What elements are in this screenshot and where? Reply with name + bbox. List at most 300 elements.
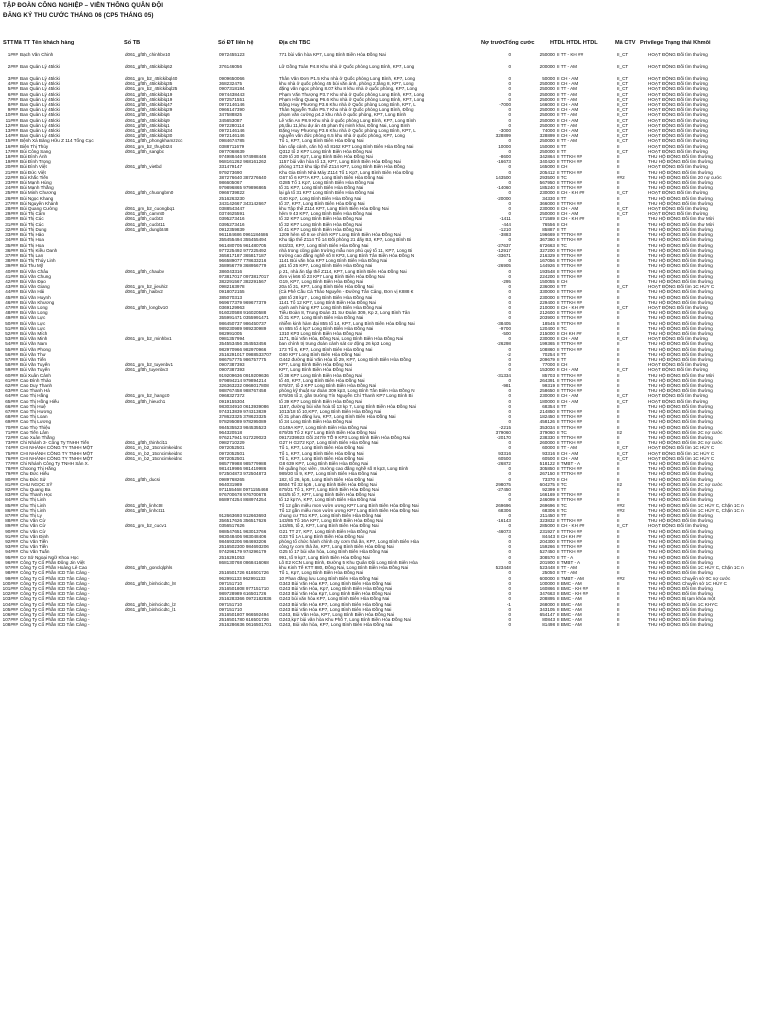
cell-addr: G19, KP7, Long Bình Biên Hòa Đồng Nai [279, 278, 364, 284]
cell-debt: 0 [508, 544, 511, 550]
cell-phone: 964320518 [219, 429, 242, 435]
cell-debt: 0 [508, 299, 511, 305]
cell-phone: 962991133 962991133 [219, 575, 266, 581]
cell-fee: 74000 [542, 128, 555, 134]
cell-name: Bùi Văn Tuyến [20, 362, 50, 368]
cell-debt: -46073 [496, 528, 511, 534]
cell-phone: 0912359839 [219, 226, 245, 232]
cell-debt: 0 [508, 591, 511, 597]
cell-priv: THU HỘ ĐỘNG Đối tìm thường [648, 554, 713, 560]
cell-htdl: II CH - AM [557, 81, 579, 87]
cell-htdl: II CH - AM [557, 107, 579, 113]
cell-fee: 108860 [539, 346, 555, 352]
cell-stt: 88### [5, 518, 18, 524]
cell-fee: 80843 [542, 617, 555, 623]
cell-name: CHI NHÁNH CÔNG TY TNHH MỘT [20, 455, 93, 461]
cell-stt: 50### [5, 320, 18, 326]
cell-mau: II2 [617, 429, 623, 435]
cell-debt: 0 [508, 606, 511, 612]
col-debt: Nợ trước [481, 40, 506, 46]
cell-fee: 25050 [542, 570, 555, 576]
cell-id: d061_gftth_45lckiblq1 [125, 122, 170, 128]
cell-debt: 0 [508, 107, 511, 113]
cell-debt: 0 [508, 346, 511, 352]
cell-mau: II_CT [617, 211, 629, 217]
cell-htdl: II TTTKH ## [557, 341, 582, 347]
cell-phone: 097151710 [219, 606, 242, 612]
cell-debt: 0 [508, 273, 511, 279]
cell-htdl: II CH - AM [557, 102, 579, 108]
cell-priv: HOẠT ĐỘNG Đối tìm thường [648, 206, 708, 212]
cell-stt: 94### [5, 549, 18, 555]
cell-stt: 75### [5, 450, 18, 456]
cell-mau: II_CT [617, 86, 629, 92]
cell-priv: THU HỘ ĐỘNG Đối tìm thường [648, 539, 713, 545]
cell-priv: HOẠT ĐỘNG Đối tìm thường [648, 91, 708, 97]
cell-debt: 379060 [495, 429, 511, 435]
cell-priv: HOẠT ĐỘNG Đối tìm thường [648, 336, 708, 342]
cell-htdl: II CH - AM [557, 450, 579, 456]
cell-fee: 258650 [539, 388, 555, 394]
cell-phone: 365817187 365817187 [219, 252, 267, 258]
cell-fee: 250000 [539, 148, 555, 154]
cell-priv: HOẠT ĐỘNG Đối tìm 1C HỦY C [648, 284, 715, 290]
cell-htdl: II TTTKH ## [557, 435, 582, 441]
cell-priv: THU HỘ ĐỘNG Đối tìm thường [648, 169, 713, 175]
cell-htdl: II CH [557, 362, 568, 368]
cell-debt: -33671 [496, 252, 511, 258]
cell-debt: 0 [508, 575, 511, 581]
cell-debt: 0 [508, 409, 511, 414]
cell-mau: II [617, 247, 620, 253]
cell-htdl: II CH - AM [557, 455, 579, 461]
cell-stt: 98### [5, 570, 18, 576]
cell-mau: II [617, 258, 620, 264]
cell-htdl: II CH - AM [557, 336, 579, 342]
cell-addr: G60 KP7 Long Bình Biên Hòa Đồng Nai [279, 351, 361, 357]
cell-stt: 22### [5, 174, 18, 180]
cell-mau: II [617, 169, 620, 175]
cell-fee: 216329 [539, 252, 555, 258]
cell-stt: 1### [7, 52, 18, 57]
cell-priv: THU HỘ ĐỘNG Đối tìm thường [648, 466, 713, 472]
cell-priv: HOẠT ĐỘNG Đối tìm thường [648, 122, 708, 128]
cell-stt: 59### [5, 367, 18, 373]
cell-debt: 0 [508, 148, 511, 154]
cell-htdl: II TT - AM [557, 122, 577, 128]
cell-debt: 0 [508, 559, 511, 565]
cell-addr: Phạm Văn Thượng P3.7 Khu nhà ở Quốc phòng Long Bình, KP7, Long [279, 91, 425, 97]
cell-mau: II [617, 435, 620, 441]
cell-stt: 35### [5, 242, 18, 248]
cell-stt: 90### [5, 528, 18, 534]
cell-phone: 961184686 0961184686 [219, 232, 269, 238]
cell-htdl: II TTTKH ## [557, 310, 582, 316]
table-row [0, 64, 768, 76]
cell-debt: 0 [508, 617, 511, 623]
cell-priv: HOẠT ĐỘNG Đối tìm thường [648, 138, 708, 144]
cell-phone: 986450737 986450737 [219, 320, 267, 326]
cell-stt: 89### [5, 523, 18, 529]
cell-phone: 971155468 0971155468 [219, 487, 269, 493]
cell-phone: 0907387393 [219, 367, 245, 373]
cell-phone: 0369129963 [219, 304, 245, 310]
cell-debt: 523448 [495, 565, 511, 571]
cell-name: Công Ty Cổ Phần ICD Tân Cảng - [20, 570, 90, 576]
cell-htdl: II BMC - AM [557, 622, 582, 628]
cell-priv: THU HỘ ĐỘNG Đối tìm thư Mời [648, 216, 714, 222]
cell-htdl: II BMC - AM [557, 601, 582, 607]
cell-fee: 323832 [539, 518, 555, 524]
cell-priv: HOẠT ĐỘNG Đối tìm thường [648, 304, 708, 310]
cell-htdl: II TTTKH ## [557, 528, 582, 534]
cell-stt: 58### [5, 362, 18, 368]
cell-name: Bạch Văn Chinh [20, 52, 54, 57]
cell-mau: II [617, 200, 620, 206]
cell-htdl: II CH KH ## [557, 533, 582, 539]
cell-addr: 1141 Tổ 12 KP7, Long Bình Biên Hòa Đồng Nai [279, 299, 376, 305]
cell-htdl: II TTTKH ## [557, 544, 582, 550]
cell-debt: 0 [508, 164, 511, 170]
cell-id [125, 622, 219, 627]
cell-name: Bùi Thị Hảo [20, 232, 44, 238]
cell-debt: -7000 [499, 102, 511, 108]
cell-addr: G8 639 KP7, Long Bình Biên Hòa Đồng Nai [279, 461, 369, 467]
cell-priv: THU HỘ ĐỘNG Đối tìm thường [648, 388, 713, 394]
cell-priv: THU HỘ ĐỘNG Chuyển sở 0C nợ cước [648, 575, 731, 581]
cell-id: d061_gftth_phongkhamzzcc [125, 138, 183, 144]
cell-htdl: II TTTKH ## [557, 424, 582, 430]
cell-name: Cao Thị Lương [20, 419, 52, 425]
cell-name: Bùi Văn Thư [20, 351, 46, 357]
cell-id: d061_gftth_45lckiblq19 [125, 96, 173, 102]
cell-fee: 230000 [539, 393, 555, 399]
cell-phone: 355455494 355455494 [219, 237, 267, 243]
cell-htdl: II TTTKH ## [557, 372, 582, 378]
cell-debt: 0 [508, 419, 511, 425]
cell-priv: THU HỘ ĐỘNG Đối tìm thường [648, 346, 713, 352]
cell-stt: 28### [5, 206, 18, 212]
cell-phone: 331479147 [219, 164, 242, 170]
cell-addr: G25 tổ 17 bùi văn hòa, Long Bình Biên Hòa Đồng Nai [279, 549, 389, 555]
cell-stt: 71### [5, 429, 18, 435]
cell-id: d061_gftth_45lckiblq6 [125, 112, 170, 118]
cell-stt: 92### [5, 539, 18, 545]
cell-mau: II [617, 180, 620, 186]
cell-addr: 20a tổ 31, KP7, Long Bình Biên Hòa Đồng Nai [279, 284, 374, 290]
cell-addr: công ty cơm thả ăn, KP7, Long Bình Biên Hòa Đồng Nai [279, 544, 394, 550]
cell-addr: nhà trong cũng giản trường mẫu non phú quý tổ 11, KP7, Long Bi [279, 247, 413, 253]
cell-id: d061_gm_b2_hangc0 [125, 393, 170, 399]
cell-phone: 964031989 [219, 481, 242, 487]
cell-fee: 236000 [539, 284, 555, 290]
cell-priv: HOẠT ĐỘNG Đối tìm thường [648, 128, 708, 134]
cell-mau: II_CT [617, 190, 629, 196]
cell-htdl: II TTTKH ## [557, 268, 582, 274]
cell-phone: 345653087 [219, 117, 242, 123]
cell-addr: G442 đường Bùi Văn Hòa tổ 29, KP7, Long Bình Biên Hòa Đồng [279, 356, 411, 362]
cell-fee: 367360 [539, 237, 555, 243]
cell-mau: II_CT [617, 52, 629, 57]
cell-priv: THU HỘ ĐỘNG Đối tìm 2C nợ cước [648, 429, 723, 435]
cell-htdl: II TT [557, 356, 567, 362]
cell-id: d061_gm_b2_jieuhi2 [125, 284, 168, 290]
cell-name: Bùi Đình Việt [20, 164, 47, 170]
cell-fee: 672663 [539, 242, 555, 248]
cell-fee: 185240 [539, 185, 555, 191]
cell-phone: 0972280114 [219, 122, 245, 128]
cell-stt: 4### [7, 81, 18, 87]
cell-mau: II [617, 518, 620, 524]
cell-debt: 0 [508, 289, 511, 295]
cell-debt: -26298 [496, 341, 511, 347]
cell-stt: 77### [5, 461, 18, 467]
cell-debt: -3883 [499, 232, 511, 238]
cell-phone: 0981357994 [219, 336, 245, 342]
column-header-row [0, 40, 768, 49]
cell-priv: HOẠT ĐỘNG Đối tìm thường [648, 112, 708, 118]
cell-priv: THU HỘ ĐỘNG Đối tìm thường [648, 247, 713, 253]
cell-name: Bùi Thị Thúy Linh [20, 258, 56, 264]
cell-mau: II [617, 466, 620, 472]
cell-stt: 91### [5, 533, 18, 539]
cell-fee: 268000 [539, 601, 555, 607]
cell-mau: II [617, 487, 620, 493]
cell-name: Chu Thị Linh [20, 497, 46, 503]
cell-fee: 209679 [539, 356, 555, 362]
cell-mau: II [617, 185, 620, 191]
cell-name: Cao Thọ Thiệu [20, 424, 51, 430]
cell-mau: II_CT [617, 133, 629, 139]
cell-addr: G27 H G272 Kp7, Long Bình Biên Hòa Đồng Nai [279, 440, 379, 446]
cell-stt: 104### [2, 601, 18, 607]
cell-priv: HOẠT ĐỘNG Đối tìm thường [648, 143, 708, 149]
cell-htdl: II CH - AM [557, 76, 579, 81]
cell-debt: -27637 [496, 242, 511, 248]
cell-addr: 1310 KP3 Long Bình Biên Hòa Đồng Nai [279, 330, 363, 336]
cell-stt: 16### [5, 143, 18, 149]
cell-debt: 0 [508, 112, 511, 118]
cell-name: Công Ty Cổ Phần ICD Tân Cảng - [20, 611, 90, 617]
cell-addr: 0917239923 Gồi 247/9 TỔ 9 KP3 Long Bình Biên Hòa Đồng Nai [279, 435, 410, 441]
cell-mau: II [617, 554, 620, 560]
cell-htdl: II TTTKH ## [557, 159, 582, 165]
cell-id: d061_gftth_gonclqlphls [125, 565, 173, 571]
cell-htdl: II TTTKH ## [557, 346, 582, 352]
cell-stt: 87### [5, 513, 18, 519]
cell-addr: lại gà tổ 31 KP7 Long Bình Biên Hòa Đồng Nai [279, 190, 375, 196]
cell-priv: THU HỘ ĐỘNG Đối tìm thường [648, 409, 713, 414]
cell-name: Cao Thị Hồng Hiếu [20, 398, 59, 404]
cell-stt: 66### [5, 403, 18, 409]
cell-htdl: II CH - AM [557, 367, 579, 373]
report-title: ĐĂNG KÝ THU CƯỚC THÁNG 06 (CP5 THÁNG 05) [3, 12, 154, 19]
cell-name: Bùi Khắc Tiến [20, 174, 49, 180]
table-row [0, 622, 768, 627]
cell-phone: 974988446 974988446 [219, 154, 267, 160]
cell-phone: 386043316 [219, 268, 242, 274]
cell-mau: II_CT [617, 122, 629, 128]
cell-stt: 34### [5, 237, 18, 243]
cell-stt: 68### [5, 414, 18, 420]
cell-addr: ban chính trị trung đoàn cảnh sát cơ động 26 kp3 Long [279, 341, 391, 347]
cell-stt: 19### [5, 159, 18, 165]
cell-debt: -981 [501, 382, 511, 388]
cell-fee: 229400 [539, 299, 555, 305]
cell-addr: 679/35 Tổ 2 Kp7 Long Bình Biên Hòa Đồng Nai [279, 429, 376, 435]
cell-debt: 0 [508, 445, 511, 451]
cell-stt: 102### [2, 591, 18, 597]
cell-phone: 0972052501 [219, 455, 245, 461]
cell-name: Bệnh Xá Bảng Hữu Z 114 Tổng Cục [20, 138, 94, 144]
cell-phone: 2516501808 977151710 [219, 585, 269, 591]
cell-mau: II [617, 533, 620, 539]
cell-htdl: II TT - AM [557, 64, 577, 69]
cell-fee: 99319 [542, 382, 555, 388]
cell-fee: 85887 [542, 226, 555, 232]
cell-priv: THU HỘ ĐỘNG Đối tìm thường [648, 528, 713, 534]
cell-phone: 976217941 917229023 [219, 435, 267, 441]
cell-stt: 82### [5, 487, 18, 493]
cell-stt: 84### [5, 497, 18, 503]
cell-fee: 73370 [542, 476, 555, 482]
cell-htdl: II CH - KH ## [557, 216, 585, 222]
cell-addr: p 21, nhà ăn tập thể Z114, KP7, Long Bình Biên Hòa Đồng Nai [279, 268, 407, 274]
cell-priv: HOẠT ĐỘNG Đối tìm thường [648, 102, 708, 108]
cell-mau: II [617, 372, 620, 378]
cell-debt: 0 [508, 596, 511, 602]
cell-htdl: II CH - AM [557, 128, 579, 134]
cell-name: Công Ty Cổ Phần ICD Tân Cảng - [20, 580, 90, 586]
cell-htdl: II TTTKH ## [557, 258, 582, 264]
cell-stt: 56### [5, 351, 18, 357]
cell-name: Bùi Văn Châu [20, 268, 49, 274]
cell-mau: II_CT [617, 81, 629, 87]
cell-mau: II [617, 346, 620, 352]
cell-htdl: II TTTKH ## [557, 419, 582, 425]
cell-addr: 991, tổ 9 kp7, Long Bình Biên Hòa Đồng Nai [279, 554, 370, 560]
cell-stt: 8### [7, 102, 18, 108]
cell-htdl: II TT - AM [557, 445, 577, 451]
cell-debt: 0 [508, 539, 511, 545]
cell-priv: HOẠT ĐỘNG Đối tìm thường [648, 362, 708, 368]
cell-priv: THU HỘ ĐỘNG Đối tìm thường [648, 356, 713, 362]
cell-fee: 293500 [539, 174, 555, 180]
cell-addr: 143/85 Tổ 16A KP7, Long Bình Biên Hòa Đồng Nai [279, 518, 383, 524]
cell-addr: hẻ quầng học viên , trường cao đẳng nghề số 8 kp3, Long Bình [279, 466, 409, 472]
cell-htdl: II BMC - AM [557, 580, 582, 586]
cell-htdl: II CH [557, 476, 568, 482]
cell-mau: II [617, 424, 620, 430]
cell-phone: 382291567 382291567 [219, 278, 267, 284]
cell-priv: THU HỘ ĐỘNG Đối tìm 1C HỦY C, Chặn 1C n [648, 502, 744, 508]
cell-mau: II [617, 154, 620, 160]
cell-stt: 106### [2, 611, 18, 617]
cell-mau: II_CT [617, 398, 629, 404]
cell-htdl: II TTTKH ## [557, 185, 582, 191]
cell-id: d061_gm_b2_tuyenbv1 [125, 362, 174, 368]
cell-addr: 1209 hẻm số 8 xe chính KP7 Long Bình Biên Hòa Đồng Nai [279, 232, 401, 238]
cell-stt: 42### [5, 278, 18, 284]
cell-htdl: II TTTKH ## [557, 492, 582, 498]
cell-debt: 0 [508, 398, 511, 404]
cell-addr: Tổ 12 gần miếu mon vườn ương KP7 Long Bình Biên Hòa Đồng Nai [279, 502, 419, 508]
cell-priv: HOẠT ĐỘNG Đối tìm thường [648, 96, 708, 102]
cell-name: Bùi Thị Cúc [20, 221, 44, 227]
cell-htdl: II TTTKH ## [557, 466, 582, 472]
cell-name: Bùi Văn Tuyến [20, 367, 50, 373]
cell-fee: 60000 [542, 445, 555, 451]
cell-fee: 654147 [539, 611, 555, 617]
cell-phone: 0918072155 [219, 289, 245, 295]
cell-mau: II_CT [617, 284, 629, 290]
cell-phone: 0972052501 [219, 445, 245, 451]
cell-fee: 100000 [539, 580, 555, 586]
cell-debt: 93316 [498, 450, 511, 456]
cell-addr: bàn cấp cảnh, căn hộ số 8162 KP7 Long Bình Biên Hòa Đồng Nai [279, 143, 414, 149]
cell-fee: 260000 [539, 440, 555, 446]
cell-name: Cao Tiến Lâm [20, 429, 49, 435]
cell-phone: 347588825 [219, 112, 242, 118]
cell-name: Công Ty Cổ Phần ICD Tân Cảng - [20, 596, 90, 602]
cell-stt: 55### [5, 346, 18, 352]
cell-fee: 150000 [539, 143, 555, 149]
cell-htdl: II TTTKH ## [557, 232, 582, 238]
cell-priv: THU HỘ ĐỘNG Bị tạm khóa một [648, 596, 716, 602]
cell-htdl: II CH - AM [557, 211, 579, 217]
cell-mau: II [617, 476, 620, 482]
cell-phone: 0966147390 [219, 107, 245, 113]
cell-phone: 986605067 [219, 180, 242, 186]
cell-mau: II_CT [617, 367, 629, 373]
cell-phone: 376146056 [219, 64, 242, 69]
cell-htdl: II TTTKH ## [557, 273, 582, 279]
cell-stt: 44### [5, 289, 18, 295]
cell-stt: 51### [5, 325, 18, 331]
cell-htdl: II TT - AM [557, 91, 577, 97]
cell-fee: 166000 [539, 102, 555, 108]
subscriber-table [0, 52, 768, 628]
cell-stt: 60### [5, 372, 18, 378]
cell-name: Ban Quản Lý 45lcki [20, 64, 60, 69]
cell-stt: 37### [5, 252, 18, 258]
cell-fee: 204300 [539, 539, 555, 545]
cell-name: Bùi Văn Khương [20, 299, 55, 305]
cell-mau: II2 [617, 481, 623, 487]
cell-debt: -26905 [496, 263, 511, 269]
cell-phone: 0919155304 [219, 398, 245, 404]
cell-id: d061_gftth_cucbt3 [125, 216, 163, 222]
cell-name: Bùi Văn Lực [20, 320, 46, 326]
cell-mau: II_CT [617, 76, 629, 81]
cell-addr: sn 855 tổ 4 kp7 Long Bình Biên Hòa Đồng Nai [279, 325, 374, 331]
cell-mau: II_CT [617, 64, 629, 69]
cell-name: Bùi Văn Long [20, 304, 48, 310]
cell-priv: THU HỘ ĐỘNG Đối tìm thường [648, 617, 713, 623]
cell-addr: đặng văn ngọc phòng 8.07 khu 8 khu nhà ở quốc phòng, KP7, Long [279, 86, 418, 92]
cell-htdl: II TTTKH ## [557, 414, 582, 420]
cell-phone: 916020588 916020588 [219, 310, 267, 316]
cell-fee: 343105 [539, 606, 555, 612]
cell-phone: 976700678 976700678 [219, 492, 267, 498]
cell-debt: 0 [508, 190, 511, 196]
cell-name: Công Ty Cổ Phần Đông Jin Việt [20, 559, 85, 565]
cell-fee: 518122 [539, 461, 555, 467]
cell-htdl: II BMC - AM [557, 611, 582, 617]
cell-phone: 0395273416 [219, 221, 245, 227]
cell-phone: 984535523 984535523 [219, 424, 267, 430]
cell-fee: 250000 [539, 122, 555, 128]
